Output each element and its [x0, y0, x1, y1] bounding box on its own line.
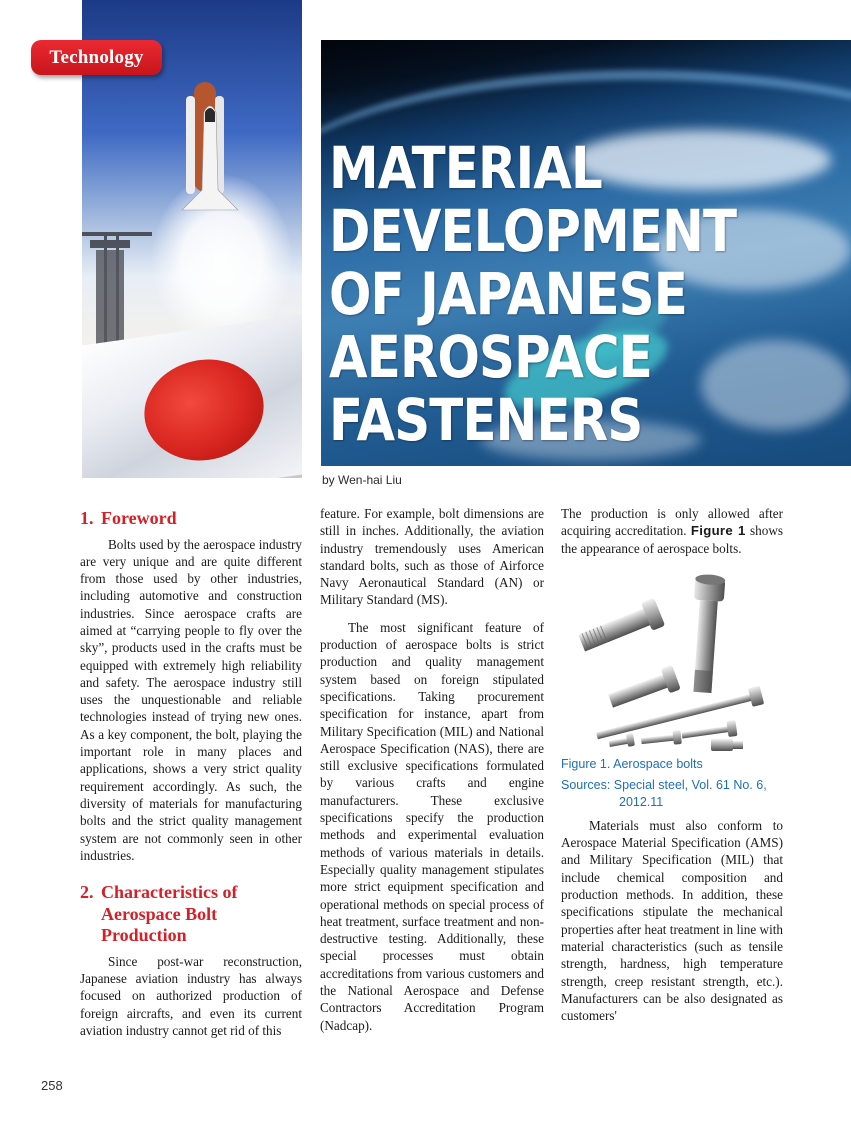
figure-caption: Figure 1. Aerospace bolts [561, 756, 703, 771]
title-line: MATERIAL [329, 134, 602, 202]
column-1 [80, 505, 302, 1039]
heading-number: 1. [80, 508, 94, 528]
paragraph: Since post-war reconstruction, Japanese aviation industry has always focused on authorized production of foreign aircrafts, and even its current aviation industry cannot get rid of this [80, 953, 302, 1038]
bolt [711, 739, 743, 751]
byline: by Wen-hai Liu [322, 473, 402, 487]
figure-source-text: Sources: Special steel, Vol. 61 No. 6, [561, 777, 767, 792]
bolt [687, 574, 725, 694]
heading-text: Characteristics of [101, 882, 238, 903]
heading-text: Aerospace Bolt [101, 903, 218, 924]
column-2 [320, 505, 544, 1034]
page-number: 258 [41, 1078, 63, 1093]
figure-aerospace-bolts [561, 571, 783, 756]
section-heading-foreword [80, 508, 302, 530]
heading-text: Production [101, 925, 187, 946]
paragraph: feature. For example, bolt dimensions are still in inches. Additionally, the aviation industry tremendously uses American standard bolts, such as those of Airforce Navy Aeronautical Standard (AN) or Military Standard (MS). [320, 506, 544, 608]
figure-reference: Figure 1 [690, 523, 746, 539]
paragraph-text: shows the appearance of aerospace bolts. [561, 523, 783, 556]
aerospace-bolts-image [561, 571, 783, 756]
figure-source [561, 777, 783, 811]
title-line: FASTENERS [329, 386, 643, 454]
article-title [329, 134, 737, 454]
figure-source-date: 2012.11 [619, 794, 664, 809]
earth-orbit-image [321, 40, 851, 466]
section-tag: Technology [31, 40, 162, 75]
section-heading-characteristics [80, 882, 302, 947]
title-line: AEROSPACE [329, 323, 652, 391]
column-3 [561, 505, 783, 1024]
heading-text: Foreword [101, 508, 177, 528]
paragraph: Bolts used by the aerospace industry are very unique and are quite different from those used by other industries, including automotive and construction industries. Since aerospace crafts are aimed at “carrying people to fly over the sky”, products used in the crafts must be equipped with extremely high reliability and safety. The aerospace industry still uses the unquestionable and reliable technologies instead of trying new ones. As a key component, the bolt, playing the important role in many places and applications, shows a very strict quality requirement accordingly. As such, the diversity of materials for manufacturing bolts and the strict quality management system are not commonly seen in other industries. [80, 536, 302, 863]
paragraph [561, 505, 783, 557]
bolt [576, 598, 665, 657]
title-line: OF JAPANESE [329, 260, 687, 328]
bolt [606, 665, 681, 713]
paragraph: The most significant feature of production of aerospace bolts is strict production and quality management system based on foreign stipulated specifications. Taking procurement specification for instance, apart from Military Specification (MIL) and National Aerospace Specification (NAS), there are still exclusive specifications formulated by various crafts and engine manufacturers. These exclusive specifications specify the production methods and experimental evaluation methods of various materials in details. Especially quality management stipulates more strict equipment specification and operational methods on special process of heat treatment, surface treatment and non-destructive testing. Additionally, these special processes must obtain accreditations from various customers and the National Aerospace and Defense Contractors Accreditation Program (Nadcap). [320, 619, 544, 1033]
bolt [641, 730, 682, 748]
title-line: DEVELOPMENT [329, 197, 737, 265]
paragraph-text: The production is only allowed after acquiring accreditation. [561, 506, 783, 539]
paragraph: Materials must also conform to Aerospace Material Specification (AMS) and Military Specification (MIL) that include chemical composition and production methods. In addition, these specifications stipulate the mechanical properties after heat treatment in line with material characteristics (such as tensile strength, hardness, high temperature strength, creep resistant strength, etc.). Manufacturers can be also designated as customers' [561, 817, 783, 1024]
heading-number: 2. [80, 882, 94, 903]
